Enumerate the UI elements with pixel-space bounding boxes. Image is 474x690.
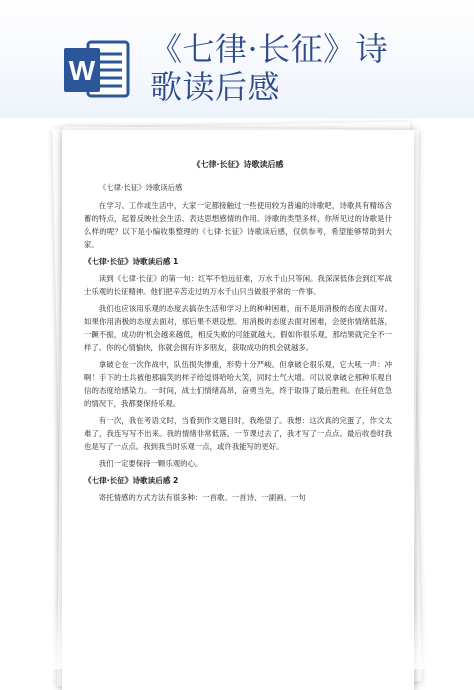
section-heading: 《七律·长征》诗歌读后感 1: [84, 257, 179, 266]
paragraph: 拿破仑在一次作战中，队伍损失惨重，形势十分严峻。但拿破仑很乐观，它大吼一声：冲啊！手下的士兵被他那搞笑的样子给逗得哈哈大笑，同时士气大增。可以说拿破仑那种乐观自信的态度给感染力。一时间，战士们情绪高昂，奋勇当先，终于取得了最后胜利。在任何危急的情况下，我都要保持乐观。: [84, 360, 392, 408]
paragraph: 我们一定要保持一颗乐观的心。: [98, 459, 203, 468]
page-title-line1: 《七律·长征》诗: [150, 30, 389, 68]
paragraph: 在学习、工作或生活中，大家一定都接触过一些使用较为普遍的诗歌吧，诗歌具有精练含蓄的特点，起着反映社会生活、表达思想感情的作用。诗歌的类型多样，你所见过的诗歌是什么样的呢？以下是小编收集整理的《七律·长征》诗歌读后感，仅供参考，希望能够帮助到大家。: [84, 201, 392, 249]
paragraph: 我们也应该用乐观的态度去搞杂生活和学习上的种种困难，而不是用消极的态度去面对。如果你用消极的态度去面对，那后果不堪设想。用消极的态度去面对困难，会使你情绪低落，一蹶不振，成功的'机会越来越低，相反失败的可能就越大。假如你很乐观，那结果就完全不一样了。你的心情愉快，你就会拥有许多朋友，获取成功的机会就越多。: [84, 304, 392, 352]
document-page: [62, 130, 414, 690]
section-heading: 《七律·长征》诗歌读后感 2: [84, 476, 179, 485]
word-doc-icon: [62, 34, 132, 104]
paragraph: 读到《七律·长征》的第一句：红军不怕远征难，万水千山只等闲。我深深低体会到红军战士乐观的长征精神。他们把辛苦走过的万水千山只当做很平常的一件事。: [84, 274, 392, 296]
word-logo-letter: W: [68, 55, 96, 86]
intro-label: 《七律·长征》诗歌读后感: [98, 183, 183, 192]
page-title: [150, 30, 388, 106]
document-body: [84, 158, 392, 508]
header-banner: [0, 0, 474, 118]
paragraph: 寄托情感的方式方法有很多种：一首歌、一首诗、一副画、一句: [98, 493, 306, 502]
page-title-line2: 歌读后感: [150, 68, 281, 106]
paragraph: 有一次，我在考语文时，当看到作文题目时，我绝望了。我想：这次真的完蛋了，作文太难了，我连写写不出来。我的情绪非常低落，一节课过去了，我才写了一点点。最后收卷时我也是写了一点点。我到我当时乐观一点，或许我能写的更好。: [84, 416, 392, 451]
document-title: 《七律·长征》诗歌读后感: [192, 160, 284, 169]
